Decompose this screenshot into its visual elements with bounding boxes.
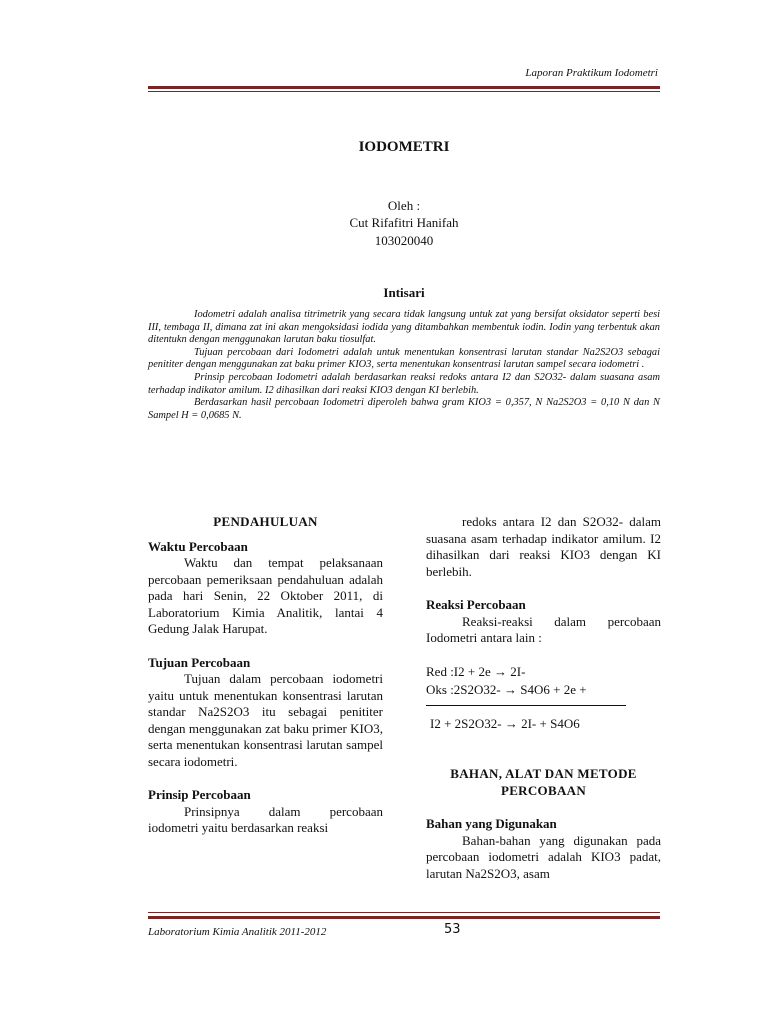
abstract-paragraph: Tujuan percobaan dari Iodometri adalah untuk menentukan konsentrasi larutan standar Na2S2O3 sebagai penititer dengan menggunakan zat baku primer KIO3, serta menentukan konsentrasi larutan sampel secara iodometri . xyxy=(148,346,660,371)
abstract-paragraph: Berdasarkan hasil percobaan Iodometri diperoleh bahwa gram KIO3 = 0,357, N Na2S2O3 = 0,10 N dan N Sampel H = 0,0685 N. xyxy=(148,397,660,421)
subheading-prinsip: Prinsip Percobaan xyxy=(148,787,251,802)
page-number: 53 xyxy=(444,922,461,937)
abstract-paragraph: Prinsip percobaan Iodometri adalah berdasarkan reaksi redoks antara I2 dan S2O32- dalam suasana asam terhadap indikator amilum. I2 dihasilkan dari reaksi KIO3 dengan KI berlebih. xyxy=(148,371,660,396)
author-name: Cut Rifafitri Hanifah xyxy=(349,215,459,230)
subheading-reaksi: Reaksi Percobaan xyxy=(426,597,526,612)
paragraph-bahan: Bahan-bahan yang digunakan pada percobaan iodometri adalah KIO3 padat, larutan Na2S2O3, asam xyxy=(426,832,661,881)
paragraph-prinsip-continued: redoks antara I2 dan S2O32- dalam suasana asam terhadap indikator amilum. I2 dihasilkan dari reaksi KIO3 dengan KI berlebih. xyxy=(426,514,661,579)
header-rule-thin xyxy=(148,91,660,92)
section-heading-bahan-alat-metode: BAHAN, ALAT DAN METODE PERCOBAAN xyxy=(450,766,637,798)
footer-rule-thin xyxy=(148,912,660,913)
right-column-top xyxy=(426,514,661,647)
subheading-tujuan: Tujuan Percobaan xyxy=(148,654,251,670)
paragraph-prinsip: Prinsipnya dalam percobaan iodometri yaitu berdasarkan reaksi xyxy=(148,803,383,835)
header-rule xyxy=(148,86,660,89)
abstract-body xyxy=(148,309,660,422)
paragraph-waktu: Waktu dan tempat pelaksanaan percobaan pemeriksaan pendahuluan adalah pada hari Senin, 22 Oktober 2011, di Laboratorium Kimia Analitik, lantai 4 Gedung Jalak Harupat. xyxy=(148,555,383,636)
section-heading-pendahuluan: PENDAHULUAN xyxy=(213,514,318,529)
equation-reduction: Red :I2 + 2e → 2I- xyxy=(426,664,526,679)
subheading-bahan: Bahan yang Digunakan xyxy=(426,816,557,831)
equation-oxidation: Oks :2S2O32- → S4O6 + 2e + xyxy=(426,682,587,697)
document-title: IODOMETRI xyxy=(358,139,450,155)
paragraph-tujuan: Tujuan dalam percobaan iodometri yaitu untuk menentukan konsentrasi larutan standar Na2S2O3 itu sebagai penititer dengan menggunakan zat baku primer KIO3, serta menentukan konsentrasi larutan sampel secara iodometri. xyxy=(148,671,383,769)
author-id: 103020040 xyxy=(374,233,434,248)
running-header: Laporan Praktikum Iodometri xyxy=(525,67,658,79)
left-column xyxy=(148,514,383,837)
subheading-waktu: Waktu Percobaan xyxy=(148,538,248,554)
author-by-label: Oleh : xyxy=(387,198,421,213)
abstract-heading: Intisari xyxy=(383,285,425,300)
abstract-paragraph: Iodometri adalah analisa titrimetrik yang secara tidak langsung untuk zat yang bersifat oksidator seperti besi III, tembaga II, dimana zat ini akan mengoksidasi iodida yang ditambahkan membentuk iodin. Iodin yang terbentuk akan ditentukn dengan menggunakan larutan baku tiosulfat. xyxy=(148,309,660,346)
paragraph-reaksi: Reaksi-reaksi dalam percobaan Iodometri antara lain : xyxy=(426,613,661,645)
equation-sum-rule xyxy=(426,705,626,706)
right-column-bottom xyxy=(426,766,661,882)
equation-net: I2 + 2S2O32- → 2I- + S4O6 xyxy=(430,716,580,731)
footer-rule xyxy=(148,916,660,919)
footer-text: Laboratorium Kimia Analitik 2011-2012 xyxy=(148,926,327,938)
